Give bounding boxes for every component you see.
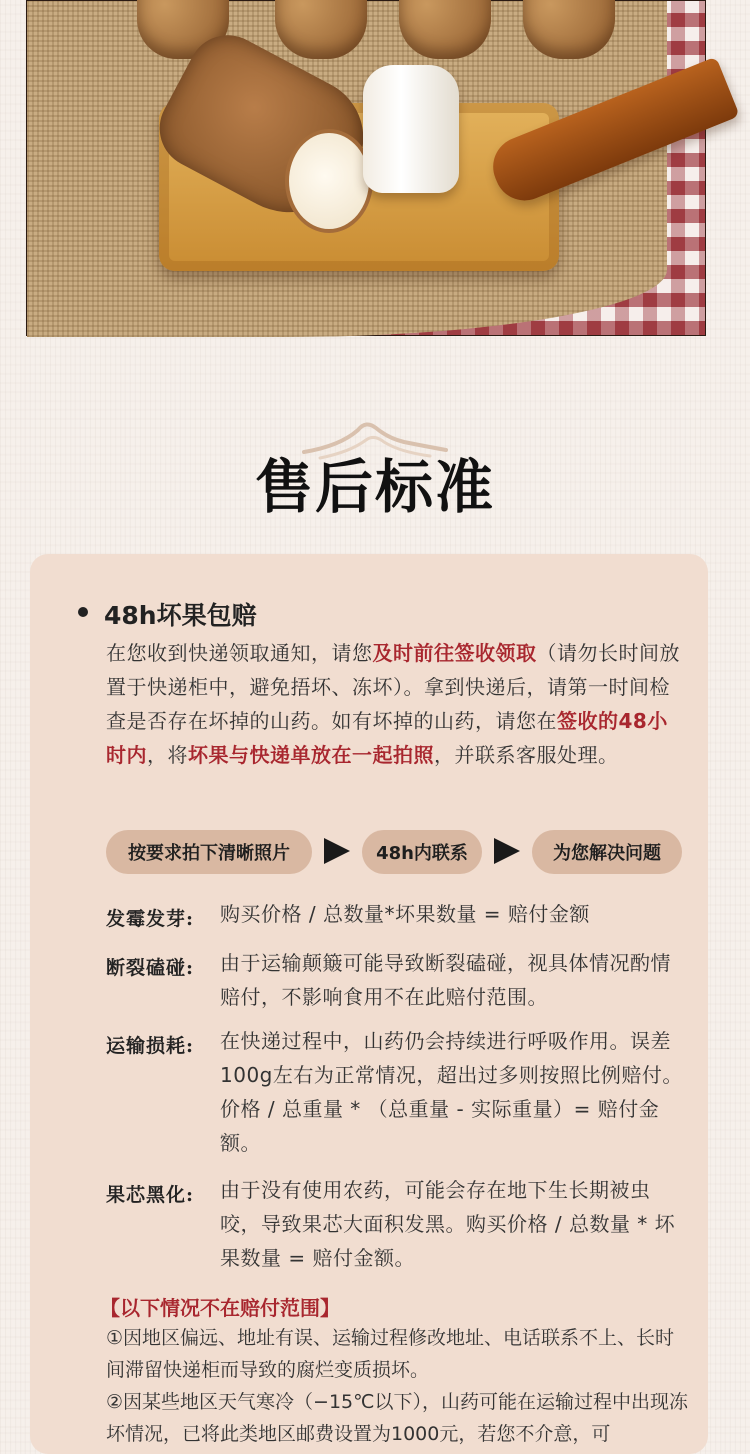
rule-label-mold: 发霉发芽: (106, 908, 195, 930)
exclusion-item: ①因地区偏远、地址有误、运输过程修改地址、电话联系不上、长时间滞留快递柜而导致的腐烂变质损坏。 (106, 1327, 675, 1381)
step-contact: 48h内联系 (362, 830, 482, 874)
rule-label-breakage: 断裂磕碰: (106, 957, 195, 979)
bullet-icon (78, 607, 88, 617)
exclusions-list (106, 1322, 690, 1450)
intro-highlight: 签收的48小时内 (106, 709, 668, 767)
intro-text: ，将 (147, 743, 188, 767)
exclusions-title: 【以下情况不在赔付范围】 (100, 1296, 340, 1320)
intro-paragraph (106, 636, 688, 772)
intro-text: 在您收到快递领取通知，请您 (106, 641, 373, 665)
peeled-yam (363, 65, 459, 193)
intro-text: ，并联系客服处理。 (434, 743, 619, 767)
intro-text: （请勿长时间放置于快递柜中，避免捂坏、冻坏）。拿到快递后，请第一时间检查是否存在坏掉的山药。如有坏掉的山药，请您在 (106, 641, 680, 733)
page-title: 售后标准 (254, 453, 495, 521)
exclusion-item: ②因某些地区天气寒冷（−15℃以下），山药可能在运输过程中出现冻坏情况，已将此类地区邮费设置为1000元，若您不介意，可 (106, 1391, 688, 1445)
step-take-photo: 按要求拍下清晰照片 (106, 830, 312, 874)
rule-text-transport-loss: 在快递过程中，山药仍会持续进行呼吸作用。误差100g左右为正常情况，超出过多则按照比例赔付。价格 / 总重量 * （总重量 - 实际重量）= 赔付金额。 (220, 1029, 683, 1155)
arrow-right-icon (324, 838, 350, 864)
intro-highlight: 及时前往签收领取 (372, 641, 537, 665)
intro-highlight: 坏果与快递单放在一起拍照 (188, 743, 434, 767)
step-resolve: 为您解决问题 (532, 830, 682, 874)
product-photo (26, 0, 706, 336)
rule-text-core-blackening: 由于没有使用农药，可能会存在地下生长期被虫咬，导致果芯大面积发黑。购买价格 / 总数量 * 坏果数量 = 赔付金额。 (220, 1178, 676, 1270)
yam-cut-face (285, 129, 373, 233)
section-heading: 48h坏果包赔 (104, 601, 257, 630)
arrow-right-icon (494, 838, 520, 864)
rule-label-transport-loss: 运输损耗: (106, 1035, 195, 1057)
rule-label-core-blackening: 果芯黑化: (106, 1184, 195, 1206)
rule-text-breakage: 由于运输颠簸可能导致断裂磕碰，视具体情况酌情赔付，不影响食用不在此赔付范围。 (220, 951, 671, 1009)
rule-text-mold: 购买价格 / 总数量*坏果数量 = 赔付金额 (220, 902, 590, 926)
